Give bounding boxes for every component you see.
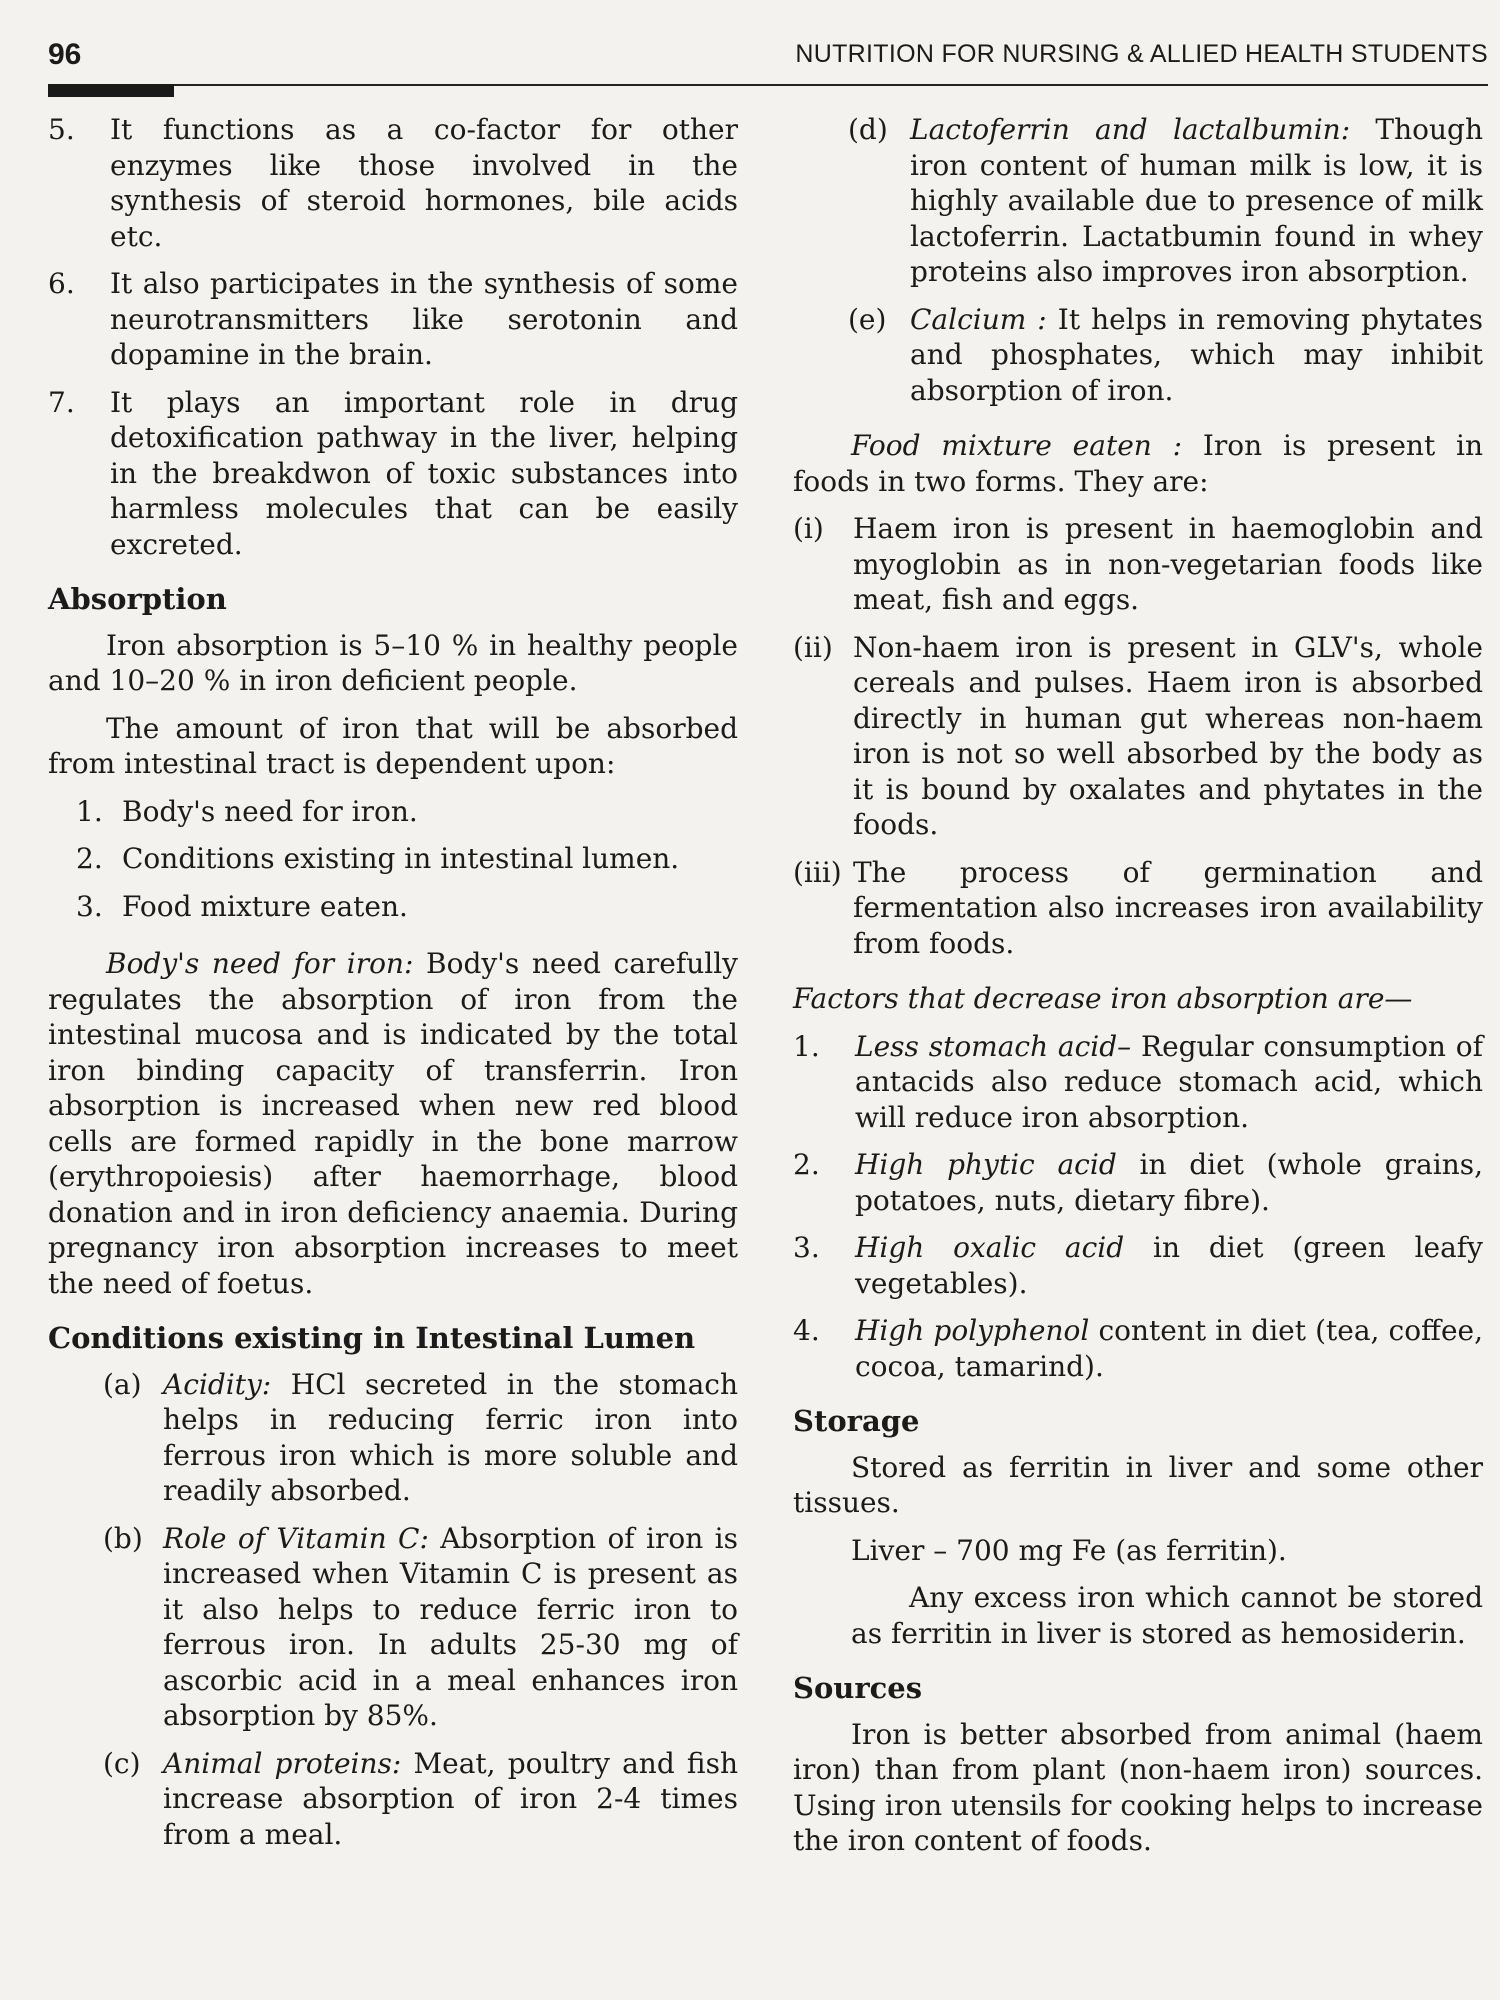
body-need-text: Body's need carefully regulates the absorption of iron from the intestinal mucosa and is indicated by the total iron binding capacity of transferrin. Iron absorption is increased when new red blood cells are formed rapidly in the bone marrow (erythropoiesis) after haemorrhage, blood donation and in iron deficiency anaemia. During pregnancy iron absorption increases to meet the need of foetus.: [48, 947, 738, 1300]
condition-text: Meat, poultry and fish increase absorption of iron 2-4 times from a meal.: [163, 1746, 738, 1851]
dependency-item: [76, 889, 738, 925]
item-number: (b): [103, 1521, 143, 1555]
condition-item: [848, 302, 1483, 409]
storage-paragraph: Stored as ferritin in liver and some other tissues.: [793, 1450, 1483, 1519]
storage-paragraph: Any excess iron which cannot be stored as ferritin in liver is stored as hemosiderin.: [851, 1581, 1483, 1650]
item-text: Food mixture eaten.: [122, 889, 408, 923]
item-text: [163, 1521, 738, 1734]
factor-item: [793, 1313, 1483, 1384]
item-text: Body's need for iron.: [122, 794, 418, 828]
item-text: The process of germination and fermentation also increases iron availability from foods.: [853, 855, 1483, 960]
item-number: (a): [103, 1367, 142, 1401]
function-item: [48, 112, 738, 254]
condition-text: Absorption of iron is increased when Vitamin C is present as it also helps to reduce ferric iron to ferrous iron. In adults 25-30 mg of ascorbic acid in a meal enhances iron absorption by 85%.: [163, 1521, 739, 1732]
storage-heading: Storage: [793, 1404, 920, 1438]
page-header: [48, 38, 1488, 78]
item-number: (d): [848, 113, 888, 146]
right-column: [793, 112, 1483, 1871]
factor-label: High polyphenol: [855, 1314, 1090, 1347]
condition-label: Role of Vitamin C:: [163, 1521, 429, 1555]
iron-forms-list: [793, 511, 1483, 961]
item-text: It plays an important role in drug detoxification pathway in the liver, helping in the breakdwon of toxic substances into harmless molecules that can be easily excreted.: [110, 385, 738, 561]
factor-item: [793, 1147, 1483, 1218]
item-number: (iii): [793, 855, 842, 889]
item-number: 6.: [48, 267, 75, 300]
condition-item: [103, 1367, 738, 1509]
item-text: [855, 1147, 1483, 1218]
item-text: [163, 1746, 738, 1853]
dependency-item: [76, 794, 738, 830]
function-item: [48, 266, 738, 373]
header-rule-accent: [48, 84, 174, 97]
factor-text: Regular consumption of antacids also reduce stomach acid, which will reduce iron absorption.: [855, 1029, 1483, 1134]
item-number: 2.: [793, 1148, 820, 1181]
food-mixture-paragraph: [793, 428, 1483, 499]
condition-text: It helps in removing phytates and phosphates, which may inhibit absorption of iron.: [910, 302, 1483, 407]
item-number: 1.: [793, 1029, 820, 1063]
iron-form-item: [793, 511, 1483, 618]
page-number: 96: [48, 38, 82, 71]
condition-label: Lactoferrin and lactalbumin:: [910, 113, 1351, 146]
item-number: 1.: [76, 794, 103, 828]
condition-item: [103, 1746, 738, 1853]
factors-list: [793, 1029, 1483, 1385]
item-number: 7.: [48, 385, 75, 419]
condition-label: Animal proteins:: [163, 1746, 402, 1780]
factors-heading: Factors that decrease iron absorption are—: [793, 982, 1413, 1015]
item-number: (i): [793, 512, 824, 545]
dependency-item: [76, 841, 738, 877]
factor-label: Less stomach acid–: [855, 1029, 1132, 1063]
item-text: [910, 112, 1483, 290]
item-text: Haem iron is present in haemoglobin and myoglobin as in non-vegetarian foods like meat, fish and eggs.: [853, 512, 1483, 616]
factor-item: [793, 1230, 1483, 1301]
condition-item: [103, 1521, 738, 1734]
item-text: [910, 302, 1483, 409]
absorption-paragraph: The amount of iron that will be absorbed from intestinal tract is dependent upon:: [48, 711, 738, 780]
food-mixture-label: Food mixture eaten :: [851, 429, 1183, 462]
storage-liver-line: Liver – 700 mg Fe (as ferritin).: [851, 1533, 1287, 1567]
item-text: Non-haem iron is present in GLV's, whole cereals and pulses. Haem iron is absorbed directly in human gut whereas non-haem iron is not so well absorbed by the body as it is bound by oxalates and phytates in the foods.: [853, 630, 1483, 841]
item-number: (ii): [793, 630, 833, 664]
factor-text: in diet (green leafy vegetables).: [855, 1231, 1483, 1300]
header-rule: [48, 84, 1488, 86]
item-number: 3.: [76, 889, 103, 923]
conditions-heading: Conditions existing in Intestinal Lumen: [48, 1321, 696, 1355]
food-mixture-text: Iron is present in foods in two forms. They are:: [793, 429, 1484, 498]
body-need-label: Body's need for iron:: [106, 947, 414, 980]
condition-text: HCl secreted in the stomach helps in reducing ferric iron into ferrous iron which is more soluble and readily absorbed.: [163, 1367, 738, 1507]
body-need-paragraph: [48, 946, 738, 1301]
item-number: (c): [103, 1746, 141, 1780]
item-number: 5.: [48, 113, 75, 146]
dependency-list: [76, 794, 738, 925]
left-column: [48, 112, 738, 1864]
item-number: 4.: [793, 1314, 820, 1347]
item-text: It functions as a co-factor for other enzymes like those involved in the synthesis of steroid hormones, bile acids etc.: [110, 113, 738, 253]
condition-label: Calcium :: [910, 302, 1047, 336]
item-number: (e): [848, 302, 887, 336]
condition-label: Acidity:: [163, 1367, 272, 1401]
factor-text: in diet (whole grains, potatoes, nuts, dietary fibre).: [855, 1148, 1483, 1217]
conditions-list-continued: [848, 112, 1483, 408]
item-text: [855, 1230, 1483, 1301]
item-text: [855, 1313, 1483, 1384]
factor-label: High phytic acid: [855, 1148, 1117, 1181]
absorption-heading: Absorption: [48, 582, 227, 616]
item-text: It also participates in the synthesis of some neurotransmitters like serotonin and dopamine in the brain.: [110, 267, 738, 371]
item-number: 2.: [76, 842, 103, 875]
function-item: [48, 385, 738, 563]
iron-form-item: [793, 855, 1483, 962]
item-text: [855, 1029, 1483, 1136]
sources-heading: Sources: [793, 1671, 923, 1705]
item-text: [163, 1367, 738, 1509]
running-title: NUTRITION FOR NURSING & ALLIED HEALTH STUDENTS: [795, 40, 1488, 68]
factor-item: [793, 1029, 1483, 1136]
item-number: 3.: [793, 1231, 820, 1264]
iron-form-item: [793, 630, 1483, 843]
condition-item: [848, 112, 1483, 290]
item-text: Conditions existing in intestinal lumen.: [122, 842, 680, 875]
conditions-list: [103, 1367, 738, 1853]
absorption-paragraph: Iron absorption is 5–10 % in healthy people and 10–20 % in iron deficient people.: [48, 628, 738, 697]
sources-paragraph: Iron is better absorbed from animal (haem iron) than from plant (non-haem iron) sources. Using iron utensils for cooking helps to increase the iron content of foods.: [793, 1717, 1483, 1857]
condition-text: Though iron content of human milk is low, it is highly available due to presence of milk lactoferrin. Lactatbumin found in whey proteins also improves iron absorption.: [910, 113, 1483, 288]
factor-text: content in diet (tea, coffee, cocoa, tamarind).: [855, 1314, 1483, 1383]
factor-label: High oxalic acid: [855, 1231, 1125, 1264]
